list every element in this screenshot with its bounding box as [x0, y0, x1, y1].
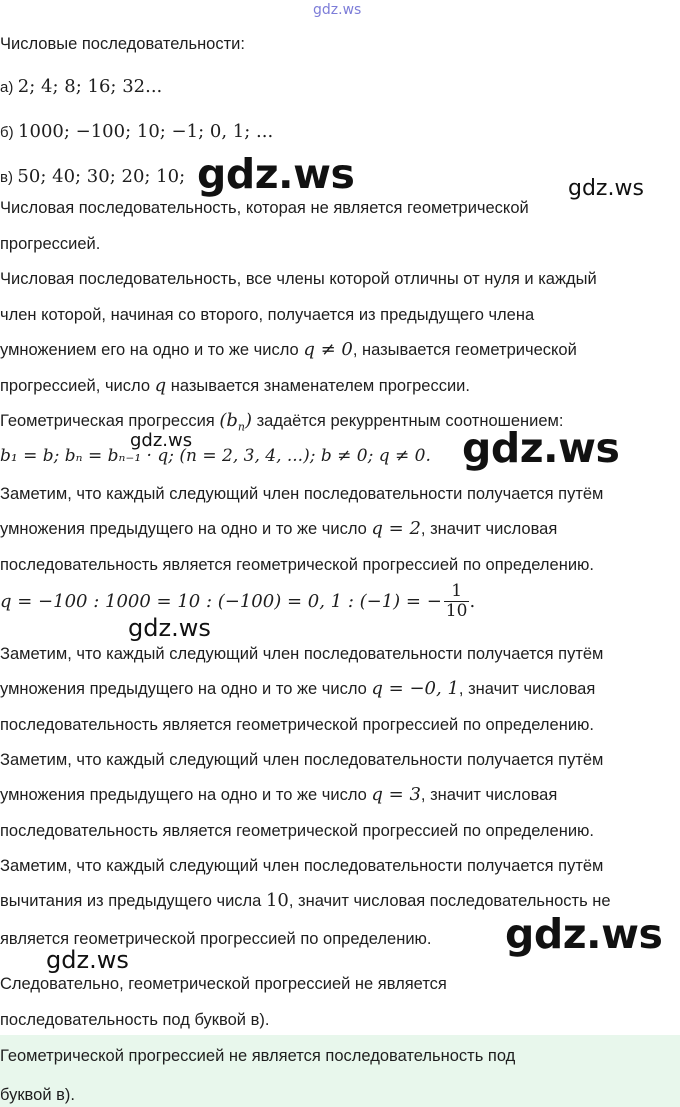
sequence-b [0, 121, 273, 142]
watermark-small: gdz.ws [46, 946, 129, 974]
paragraph-text: умножения предыдущего на одно и то же число [0, 520, 367, 538]
paragraph-a-line: Заметим, что каждый следующий член последовательности получается путём [0, 485, 604, 503]
sequence-a [0, 76, 162, 97]
recurrence-math: (b [219, 410, 238, 431]
definition-text: умножением его на одно и то же число [0, 341, 299, 359]
paragraph-math: q = −0, 1 [371, 678, 459, 699]
paragraph-text: умножения предыдущего на одно и то же число [0, 680, 367, 698]
paragraph-text: , значит числовая последовательность не [288, 892, 611, 910]
watermark-large: gdz.ws [462, 424, 620, 472]
definition-line [0, 340, 577, 360]
paragraph-a-line: последовательность является геометрической прогрессией по определению. [0, 556, 594, 574]
recurrence-text: задаётся рекуррентным соотношением: [256, 412, 564, 430]
paragraph-d-line: Заметим, что каждый следующий член последовательности получается путём [0, 857, 604, 875]
paragraph-c-line: Заметим, что каждый следующий член последовательности получается путём [0, 751, 604, 769]
paragraph-a-line [0, 519, 557, 539]
recurrence-formula: b₁ = b; bₙ = bₙ₋₁ · q; (n = 2, 3, 4, ...); b ≠ 0; q ≠ 0. [0, 446, 431, 466]
paragraph-b-line: последовательность является геометрической прогрессией по определению. [0, 716, 594, 734]
intro-text: Числовые последовательности: [0, 35, 245, 53]
paragraph-c-line: последовательность является геометрической прогрессией по определению. [0, 822, 594, 840]
paragraph-b-line [0, 679, 595, 699]
watermark-large: gdz.ws [197, 150, 355, 198]
sequence-c [0, 166, 185, 187]
paragraph-text: , значит числовая [420, 520, 558, 538]
sequence-c-terms: 50; 40; 30; 20; 10; [17, 166, 186, 187]
definition-math: q ≠ 0 [303, 339, 353, 360]
paragraph-text: , значит числовая [458, 680, 596, 698]
sequence-a-terms: 2; 4; 8; 16; 32... [17, 76, 163, 97]
sequence-b-label: б) [0, 124, 14, 141]
paragraph-b-line: Заметим, что каждый следующий член последовательности получается путём [0, 645, 604, 663]
definition-text: , называется геометрической [352, 341, 577, 359]
paragraph-d-line [0, 891, 611, 911]
conclusion-line: последовательность под буквой в). [0, 1011, 270, 1029]
watermark-small: gdz.ws [130, 430, 193, 451]
definition-text: прогрессией, число [0, 377, 150, 395]
paragraph-math: 10 [265, 890, 289, 911]
paragraph-math: q = 3 [371, 784, 421, 805]
definition-math: q [154, 375, 167, 396]
text-line: прогрессией. [0, 235, 101, 253]
recurrence-math: ) [244, 410, 252, 431]
q-formula-fraction [444, 582, 470, 621]
sequence-a-label: а) [0, 79, 14, 96]
watermark-small: gdz.ws [568, 176, 644, 201]
definition-line: Числовая последовательность, все члены которой отличны от нуля и каждый [0, 270, 597, 288]
conclusion-line: Следовательно, геометрической прогрессией не является [0, 975, 447, 993]
paragraph-text: вычитания из предыдущего числа [0, 892, 262, 910]
paragraph-c-line [0, 785, 557, 805]
text-line: Числовая последовательность, которая не является геометрической [0, 199, 529, 217]
q-formula-expression: q = −100 : 1000 = 10 : (−100) = 0, 1 : (−1) = − [0, 591, 442, 612]
definition-line: член которой, начиная со второго, получается из предыдущего члена [0, 306, 535, 324]
sequence-c-label: в) [0, 169, 13, 186]
watermark-large: gdz.ws [505, 910, 663, 958]
answer-box [0, 1035, 680, 1107]
watermark-top: gdz.ws [313, 2, 362, 18]
answer-line: Геометрической прогрессией не является последовательность под [0, 1047, 516, 1065]
paragraph-d-line: является геометрической прогрессией по определению. [0, 930, 432, 948]
paragraph-text: , значит числовая [420, 786, 558, 804]
sequence-b-terms: 1000; −100; 10; −1; 0, 1; ... [18, 121, 274, 142]
q-formula [0, 582, 475, 621]
definition-text: называется знаменателем прогрессии. [170, 377, 470, 395]
fraction-denominator: 10 [445, 601, 468, 621]
watermark-small: gdz.ws [128, 614, 211, 642]
answer-line: буквой в). [0, 1086, 75, 1104]
paragraph-math: q = 2 [371, 518, 421, 539]
fraction-numerator: 1 [444, 582, 470, 602]
definition-line [0, 376, 470, 396]
q-formula-end: . [469, 591, 476, 612]
recurrence-subscript: n [237, 420, 245, 434]
recurrence-text: Геометрическая прогрессия [0, 412, 215, 430]
paragraph-text: умножения предыдущего на одно и то же число [0, 786, 367, 804]
